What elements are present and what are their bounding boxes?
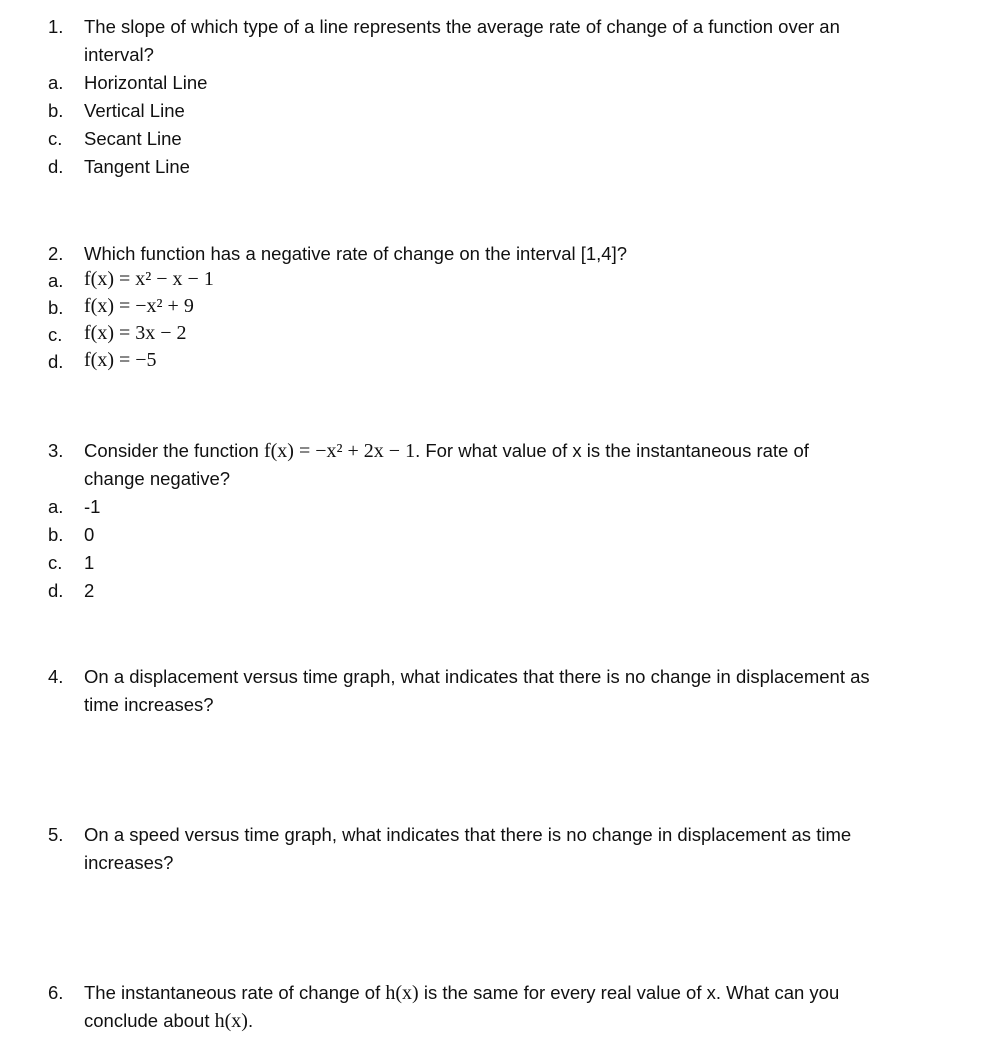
question-text: time increases? <box>84 694 214 715</box>
question-text-pre: conclude about <box>84 1010 215 1031</box>
option-label: d. <box>48 156 64 177</box>
option-label: a. <box>48 72 64 93</box>
question-text: increases? <box>84 852 174 873</box>
question-math: f(x) = −x² + 2x − 1 <box>263 440 416 462</box>
option-label: d. <box>48 580 64 601</box>
option-math: f(x) = x² − x − 1 <box>84 268 214 290</box>
question-text <box>84 1010 253 1033</box>
option-label: a. <box>48 496 64 517</box>
option-label: d. <box>48 351 64 372</box>
option-label: a. <box>48 270 64 291</box>
question-text: The slope of which type of a line represents the average rate of change of a function over an <box>84 16 840 37</box>
question-number: 3. <box>48 440 64 461</box>
option-label: b. <box>48 297 64 318</box>
option-math: f(x) = −x² + 9 <box>84 295 194 317</box>
question-math: h(x) <box>214 1010 248 1032</box>
question-text: Which function has a negative rate of change on the interval [1,4]? <box>84 243 628 264</box>
option-text: 2 <box>84 580 95 601</box>
question-number: 1. <box>48 16 64 37</box>
option-text: -1 <box>84 496 101 517</box>
option-math: f(x) = −5 <box>84 349 157 371</box>
question-text-post: . For what value of x is the instantaneous rate of <box>415 440 809 461</box>
option-label: c. <box>48 128 63 149</box>
question-text-pre: The instantaneous rate of change of <box>84 982 386 1003</box>
option-text: 1 <box>84 552 95 573</box>
question-math: h(x) <box>385 982 419 1004</box>
option-text: 0 <box>84 524 95 545</box>
question-text-pre: Consider the function <box>84 440 264 461</box>
option-label: c. <box>48 552 63 573</box>
option-label: b. <box>48 524 64 545</box>
option-label: b. <box>48 100 64 121</box>
question-number: 4. <box>48 666 64 687</box>
question-text: On a speed versus time graph, what indicates that there is no change in displacement as time <box>84 824 852 845</box>
question-text: change negative? <box>84 468 231 489</box>
question-text: interval? <box>84 44 154 65</box>
option-text: Secant Line <box>84 128 182 149</box>
question-text: On a displacement versus time graph, what indicates that there is no change in displacement as <box>84 666 870 687</box>
question-number: 6. <box>48 982 64 1003</box>
option-text: Vertical Line <box>84 100 185 121</box>
question-text <box>84 440 809 463</box>
question-text-post: . <box>247 1010 254 1031</box>
option-math: f(x) = 3x − 2 <box>84 322 187 344</box>
option-text: Tangent Line <box>84 156 190 177</box>
question-number: 2. <box>48 243 64 264</box>
option-text: Horizontal Line <box>84 72 208 93</box>
question-text <box>84 982 839 1005</box>
question-number: 5. <box>48 824 64 845</box>
option-label: c. <box>48 324 63 345</box>
question-text-post: is the same for every real value of x. What can you <box>418 982 840 1003</box>
